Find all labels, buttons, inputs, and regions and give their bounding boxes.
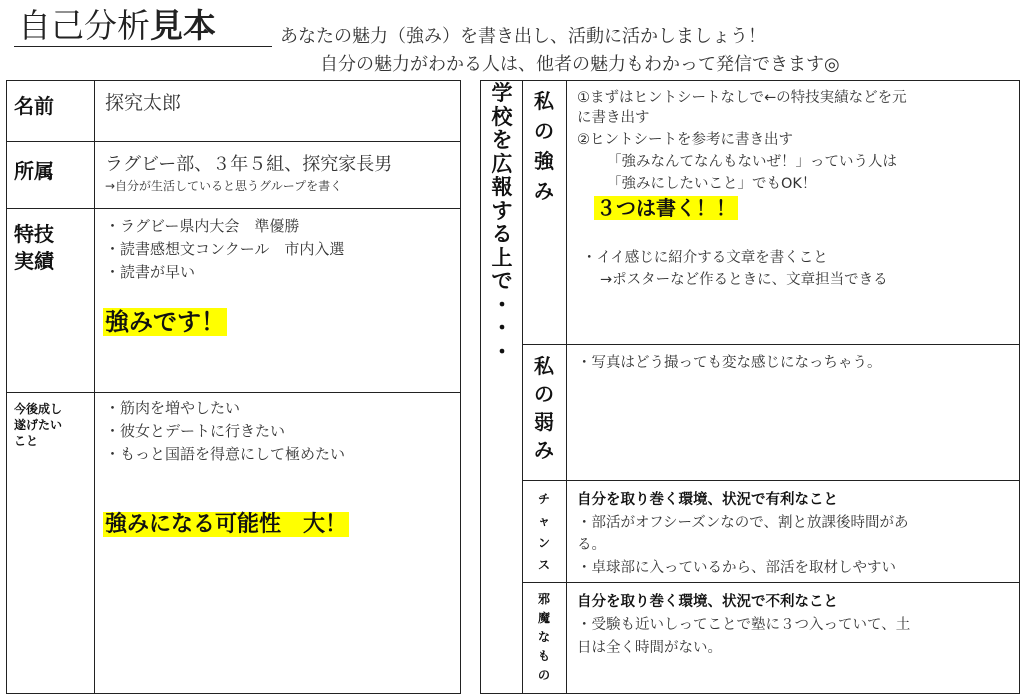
affiliation-value: ラグビー部、３年５組、探究家長男 — [105, 154, 393, 175]
chance-heading: 自分を取り巻く環境、状況で有利なこと — [577, 492, 838, 508]
goals-highlight — [103, 509, 349, 541]
right-row-divider-3 — [522, 582, 1020, 583]
caption-char: ・ — [491, 339, 513, 364]
obstacle-heading: 自分を取り巻く環境、状況で不利なこと — [577, 594, 838, 610]
lead-line-2: 自分の魅力がわかる人は、他者の魅力もわかって発信できます◎ — [320, 54, 840, 75]
achievements-highlight-text: 強みです！ — [105, 308, 225, 336]
goals-label-line2: 遂げたい — [14, 418, 63, 432]
strengths-line-5: 「強みにしたいこと」でもOK！ — [607, 176, 817, 192]
strengths-label: 私 の 強 み — [534, 89, 554, 203]
obstacle-label: 邪 魔 な も の — [537, 592, 550, 682]
caption-char: 報 — [491, 175, 513, 199]
lead-line-1: あなたの魅力（強み）を書き出し、活動に活かしましょう！ — [280, 26, 766, 47]
affiliation-label: 所属 — [14, 159, 54, 183]
chance-line-2: る。 — [577, 537, 606, 553]
strengths-highlight — [594, 194, 738, 222]
name-label: 名前 — [14, 94, 54, 118]
strengths-highlight-text: ３つは書く！！ — [596, 196, 736, 220]
page-title — [18, 6, 216, 46]
strengths-example-2: →ポスターなど作るときに、文章担当できる — [600, 272, 888, 288]
chance-label: チ ャ ン ス — [537, 492, 550, 572]
caption-char: 校 — [491, 104, 513, 129]
strengths-line-2: に書き出す — [577, 110, 650, 126]
goals-highlight-text: 強みになる可能性 大！ — [105, 512, 348, 537]
strengths-example-1: ・イイ感じに紹介する文章を書くこと — [582, 250, 828, 266]
goal-item-2: ・彼女とデートに行きたい — [105, 422, 286, 440]
caption-char: る — [491, 222, 513, 246]
achievements-highlight — [103, 305, 227, 339]
caption-char: で — [491, 269, 513, 293]
affiliation-note: →自分が生活していると思うグループを書く — [105, 179, 343, 193]
title-underline — [14, 46, 272, 47]
title-bold: 見本 — [150, 6, 216, 45]
caption-char: 上 — [491, 245, 513, 270]
left-row-divider-2 — [6, 208, 461, 209]
goals-label-line3: こと — [14, 434, 39, 448]
achievement-item-2: ・読書感想文コンクール 市内入選 — [105, 240, 345, 258]
caption-char: 学 — [491, 81, 513, 105]
title-plain: 自己分析 — [18, 6, 150, 45]
achievement-item-3: ・読書が早い — [105, 263, 196, 281]
obstacle-line-2: 日は全く時間がない。 — [577, 640, 722, 656]
chance-line-3: ・卓球部に入っているから、部活を取材しやすい — [577, 560, 896, 576]
right-row-divider-2 — [522, 480, 1020, 481]
left-row-divider-1 — [6, 141, 461, 142]
right-caption-divider — [522, 80, 523, 694]
strengths-line-1: ①まずはヒントシートなしで←の特技実績などを元 — [577, 90, 907, 106]
right-label-divider — [566, 80, 567, 694]
caption-char: 広 — [491, 151, 513, 176]
achievements-label-line2: 実績 — [14, 249, 54, 273]
obstacle-line-1: ・受験も近いしってことで塾に３つ入っていて、土 — [577, 617, 911, 633]
left-table-column-divider — [94, 80, 95, 694]
caption-char: す — [491, 198, 513, 223]
achievements-label-line1: 特技 — [14, 222, 54, 246]
goal-item-3: ・もっと国語を得意にして極めたい — [105, 445, 346, 463]
strengths-line-4: 「強みなんてなんもないぜ！」っていう人は — [607, 154, 897, 170]
chance-line-1: ・部活がオフシーズンなので、割と放課後時間があ — [577, 515, 909, 531]
goal-item-1: ・筋肉を増やしたい — [105, 399, 241, 417]
achievement-item-1: ・ラグビー県内大会 準優勝 — [105, 217, 300, 235]
caption-char: ・ — [491, 292, 513, 317]
strengths-line-3: ②ヒントシートを参考に書き出す — [577, 132, 793, 148]
name-value: 探究太郎 — [105, 92, 182, 114]
left-row-divider-3 — [6, 392, 461, 393]
vertical-caption — [484, 82, 520, 364]
goals-label-line1: 今後成し — [14, 402, 63, 416]
caption-char: を — [491, 128, 513, 152]
right-row-divider-1 — [522, 344, 1020, 345]
caption-char: ・ — [491, 316, 513, 340]
weakness-text: ・写真はどう撮っても変な感じになっちゃう。 — [577, 355, 882, 371]
weakness-label: 私 の 弱 み — [534, 354, 554, 462]
